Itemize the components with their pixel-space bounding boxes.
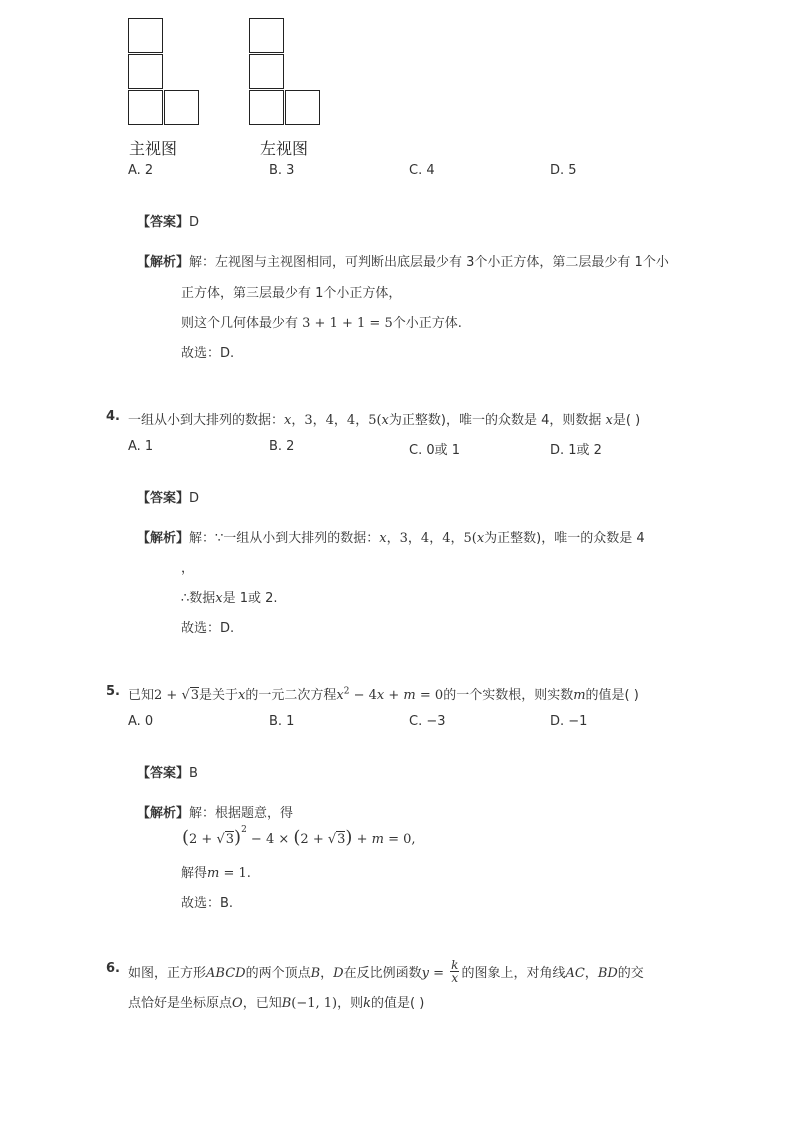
q4-option-a: A. 1 bbox=[128, 439, 154, 454]
stem-text: 的交 bbox=[617, 966, 644, 981]
math-data: 3，4，4，5 bbox=[399, 531, 472, 546]
fraction-k-over-x: $\frac{k}{x}$ bbox=[451, 958, 459, 985]
front-view-figure bbox=[128, 18, 203, 128]
analysis-label: 【解析】 bbox=[137, 255, 190, 270]
q6-number: 6. bbox=[106, 961, 120, 976]
q5-option-c: C. −3 bbox=[409, 714, 446, 729]
math-var: x bbox=[284, 413, 292, 428]
math-data: 3，4，4，5 bbox=[304, 413, 377, 428]
left-view-cell bbox=[249, 18, 284, 53]
analysis-text: 解：∵一组从小到大排列的数据： bbox=[189, 531, 380, 546]
stem-text: 的一个实数根，则实数 bbox=[443, 688, 574, 703]
stem-text: 一组从小到大排列的数据： bbox=[128, 413, 285, 428]
q5-option-a: A. 0 bbox=[128, 714, 154, 729]
analysis-text: 解得 bbox=[181, 866, 208, 881]
answer-label: 【答案】 bbox=[137, 766, 190, 781]
q4-option-d: D. 1或 2 bbox=[550, 443, 602, 458]
answer-label: 【答案】 bbox=[137, 215, 190, 230]
left-view-caption: 左视图 bbox=[260, 139, 309, 158]
q3-option-d: D. 5 bbox=[550, 163, 577, 178]
analysis-text: ∴数据 bbox=[181, 591, 216, 606]
stem-text: ，则 bbox=[337, 996, 364, 1011]
q5-option-d: D. −1 bbox=[550, 714, 588, 729]
q3-option-a: A. 2 bbox=[128, 163, 154, 178]
stem-text: 的一元二次方程 bbox=[245, 688, 337, 703]
q3-option-b: B. 3 bbox=[269, 163, 295, 178]
q5-stem: 已知2 + √3是关于x的一元二次方程$x^2 - 4x + m = 0$的一个实数根，则实数m的值是( ) bbox=[128, 686, 639, 703]
q5-analysis-line1 bbox=[137, 802, 293, 821]
math-equation: $x^2 - 4x + m = 0$ bbox=[336, 686, 444, 703]
q4-answer bbox=[137, 487, 199, 506]
stem-text: 的两个顶点 bbox=[245, 966, 311, 981]
math-var: x bbox=[476, 531, 485, 546]
q4-choose: 故选：D. bbox=[181, 621, 235, 636]
q5-option-b: B. 1 bbox=[269, 714, 295, 729]
stem-text: ，已知 bbox=[242, 996, 282, 1011]
q4-number: 4. bbox=[106, 409, 120, 424]
analysis-label: 【解析】 bbox=[137, 531, 190, 546]
stem-text: 点恰好是坐标原点 bbox=[128, 996, 233, 1011]
answer-value: D bbox=[189, 215, 200, 230]
stem-text: 的值是( ) bbox=[371, 996, 425, 1011]
stem-text: 是关于 bbox=[199, 688, 239, 703]
q5-choose: 故选：B. bbox=[181, 896, 234, 911]
math-expression: 2 + √3 bbox=[154, 688, 200, 703]
q5-answer bbox=[137, 762, 198, 781]
analysis-text: 解：根据题意，得 bbox=[189, 806, 294, 821]
q6-stem-line2: 点恰好是坐标原点O，已知B(−1, 1)，则k的值是( ) bbox=[128, 996, 425, 1011]
front-view-cell bbox=[164, 90, 199, 125]
answer-value: B bbox=[189, 766, 198, 781]
left-view-cell bbox=[285, 90, 320, 125]
stem-text: 已知 bbox=[128, 688, 155, 703]
analysis-text: 为正整数)，唯一的众数是 4 bbox=[484, 531, 645, 546]
q3-choose: 故选：D. bbox=[181, 346, 235, 361]
math-var: x bbox=[381, 413, 389, 428]
answer-value: D bbox=[189, 491, 200, 506]
q4-analysis-line2: ， bbox=[181, 561, 195, 576]
math-expression: m = 1. bbox=[207, 866, 251, 881]
analysis-text: 解：左视图与主视图相同，可判断出底层最少有 3个小正方体，第二层最少有 1个小 bbox=[189, 255, 669, 270]
q5-number: 5. bbox=[106, 684, 120, 699]
math-var: x bbox=[605, 413, 613, 428]
q3-answer bbox=[137, 211, 199, 230]
front-view-caption: 主视图 bbox=[129, 139, 178, 158]
stem-text: 在反比例函数 bbox=[343, 966, 422, 981]
stem-text: 的图象上，对角线 bbox=[461, 966, 566, 981]
q4-stem: 一组从小到大排列的数据：x，3，4，4，5(x为正整数)，唯一的众数是 4，则数据 x是( ) bbox=[128, 413, 641, 428]
q5-equation: $(2 + √3)^2 - 4 \times (2 + √3) + m = 0$, bbox=[182, 824, 416, 848]
q4-option-c: C. 0或 1 bbox=[409, 443, 461, 458]
stem-text: 的值是( ) bbox=[585, 688, 639, 703]
analysis-text: 则这个几何体最少有 bbox=[181, 316, 299, 331]
answer-label: 【答案】 bbox=[137, 491, 190, 506]
left-view-cell bbox=[249, 90, 284, 125]
q4-analysis-line1: 【解析】解：∵一组从小到大排列的数据：x，3，4，4，5(x为正整数)，唯一的众数是 4 bbox=[137, 531, 645, 546]
math-var: x bbox=[379, 531, 387, 546]
analysis-text: 个小正方体. bbox=[392, 316, 462, 331]
stem-text: 为正整数)，唯一的众数是 4，则数据 bbox=[388, 413, 602, 428]
q3-analysis-line3 bbox=[181, 312, 462, 331]
stem-text: 如图，正方形 bbox=[128, 966, 207, 981]
q5-solve bbox=[181, 862, 251, 881]
front-view-cell bbox=[128, 90, 163, 125]
front-view-cell bbox=[128, 54, 163, 89]
q3-analysis-line1 bbox=[137, 251, 669, 270]
left-view-cell bbox=[249, 54, 284, 89]
math-var: x bbox=[215, 591, 223, 606]
analysis-label: 【解析】 bbox=[137, 806, 190, 821]
q3-analysis-line2: 正方体，第三层最少有 1个小正方体， bbox=[181, 286, 402, 301]
q4-analysis-line3 bbox=[181, 587, 278, 606]
math-expression: 3 + 1 + 1 = 5 bbox=[302, 316, 393, 331]
left-view-figure bbox=[249, 18, 324, 128]
analysis-text: 是 1或 2. bbox=[222, 591, 278, 606]
q4-option-b: B. 2 bbox=[269, 439, 295, 454]
q6-stem-line1: 如图，正方形ABCD的两个顶点B，D在反比例函数y = $\frac{k}{x}$ 的图象上，对角线AC，BD的交 bbox=[128, 958, 644, 985]
front-view-cell bbox=[128, 18, 163, 53]
q3-option-c: C. 4 bbox=[409, 163, 435, 178]
stem-text: 是( ) bbox=[612, 413, 641, 428]
